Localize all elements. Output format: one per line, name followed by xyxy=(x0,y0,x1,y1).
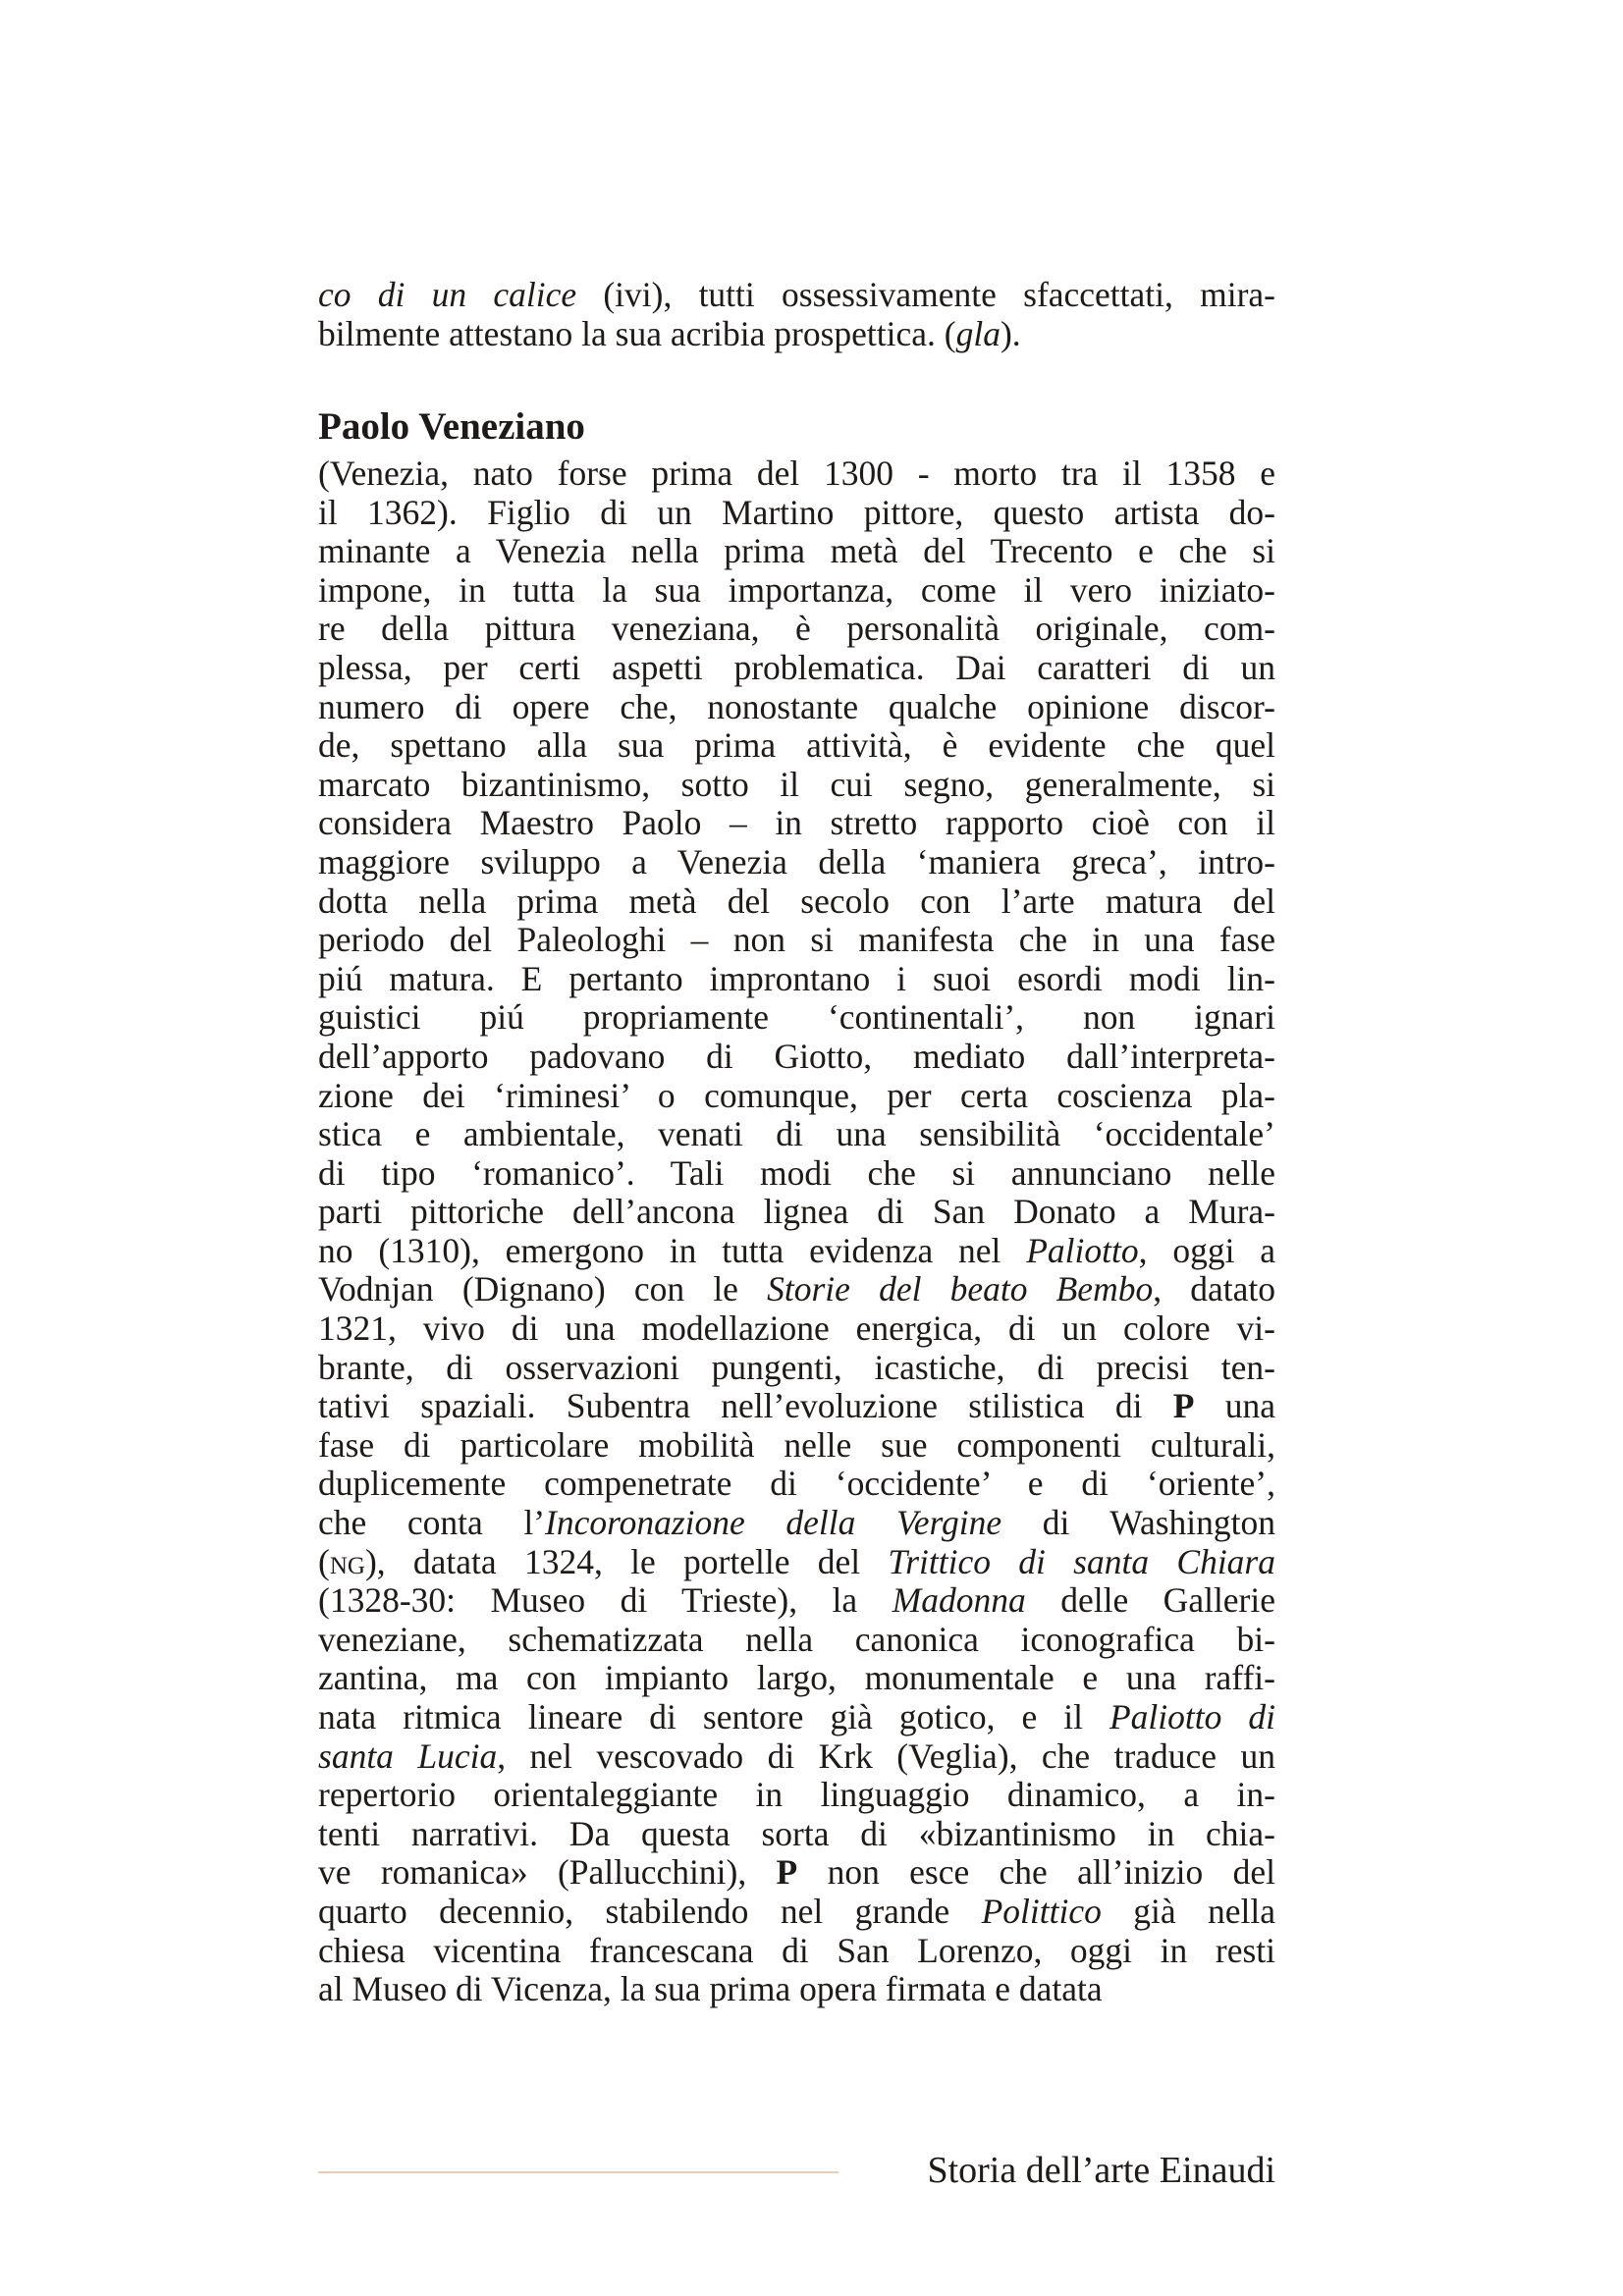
body-line: zantina, ma con impianto largo, monumentale e una raffi- xyxy=(318,1658,1275,1698)
body-line: guistici piú propriamente ‘continentali’, non ignari xyxy=(318,997,1275,1038)
body-line: zione dei ‘riminesi’ o comunque, per certa coscienza pla- xyxy=(318,1075,1275,1115)
body-line: (Venezia, nato forse prima del 1300 - morto tra il 1358 e xyxy=(318,454,1275,493)
body-line: marcato bizantinismo, sotto il cui segno, generalmente, si xyxy=(318,764,1275,804)
intro-line: co di un calice (ivi), tutti ossessivamente sfaccettati, mira- xyxy=(318,275,1275,314)
footer-publisher: Storia dell’arte Einaudi xyxy=(927,2150,1275,2191)
body-line: che conta l’Incoronazione della Vergine di Washington xyxy=(318,1503,1275,1543)
body-line: maggiore sviluppo a Venezia della ‘maniera greca’, intro- xyxy=(318,841,1275,881)
body-line: nata ritmica lineare di sentore già gotico, e il Paliotto di xyxy=(318,1697,1276,1736)
entry-body xyxy=(318,454,1275,2009)
body-line: impone, in tutta la sua importanza, come il vero iniziato- xyxy=(318,569,1275,610)
entry-title: Paolo Veneziano xyxy=(318,405,585,448)
footer-rule xyxy=(318,2171,839,2173)
intro-line: bilmente attestano la sua acribia prospettica. (gla). xyxy=(318,314,1021,353)
body-line: brante, di osservazioni pungenti, icastiche, di precisi ten- xyxy=(318,1347,1275,1387)
body-line: considera Maestro Paolo – in stretto rapporto cioè con il xyxy=(318,803,1275,843)
body-line: quarto decennio, stabilendo nel grande Polittico già nella xyxy=(318,1891,1276,1931)
body-line: de, spettano alla sua prima attività, è evidente che quel xyxy=(318,725,1275,766)
body-line: (ng), datata 1324, le portelle del Trittico di santa Chiara xyxy=(318,1541,1275,1581)
body-line: ve romanica» (Pallucchini), P non esce che all’inizio del xyxy=(318,1852,1275,1893)
body-line: parti pittoriche dell’ancona lignea di San Donato a Mura- xyxy=(318,1192,1275,1232)
body-line: di tipo ‘romanico’. Tali modi che si annunciano nelle xyxy=(318,1152,1275,1193)
body-line: tenti narrativi. Da questa sorta di «bizantinismo in chia- xyxy=(318,1813,1275,1853)
body-line: veneziane, schematizzata nella canonica iconografica bi- xyxy=(318,1619,1275,1659)
body-line: chiesa vicentina francescana di San Lorenzo, oggi in resti xyxy=(318,1930,1275,1970)
body-line: al Museo di Vicenza, la sua prima opera firmata e datata xyxy=(318,1969,1103,2009)
body-line: duplicemente compenetrate di ‘occidente’ e di ‘oriente’, xyxy=(318,1464,1275,1504)
body-line: numero di opere che, nonostante qualche opinione discor- xyxy=(318,686,1275,726)
body-line: periodo del Paleologhi – non si manifesta che in una fase xyxy=(318,920,1275,960)
body-line: dell’apporto padovano di Giotto, mediato dall’interpreta- xyxy=(318,1036,1275,1076)
body-line: plessa, per certi aspetti problematica. Dai caratteri di un xyxy=(318,647,1275,687)
body-line: tativi spaziali. Subentra nell’evoluzione stilistica di P una xyxy=(318,1386,1275,1426)
body-line: stica e ambientale, venati di una sensibilità ‘occidentale’ xyxy=(318,1114,1275,1154)
body-line: fase di particolare mobilità nelle sue componenti culturali, xyxy=(318,1424,1275,1465)
body-line: repertorio orientaleggiante in linguaggio dinamico, a in- xyxy=(318,1775,1275,1815)
body-line: no (1310), emergono in tutta evidenza nel Paliotto, oggi a xyxy=(318,1230,1275,1270)
body-line: (1328-30: Museo di Trieste), la Madonna delle Gallerie xyxy=(318,1580,1276,1621)
body-line: piú matura. E pertanto improntano i suoi esordi modi lin- xyxy=(318,958,1275,998)
body-line: il 1362). Figlio di un Martino pittore, questo artista do- xyxy=(318,492,1275,532)
body-line: dotta nella prima metà del secolo con l’arte matura del xyxy=(318,881,1275,921)
body-line: santa Lucia, nel vescovado di Krk (Veglia), che traduce un xyxy=(318,1735,1275,1776)
body-line: 1321, vivo di una modellazione energica, di un colore vi- xyxy=(318,1308,1275,1349)
body-line: minante a Venezia nella prima metà del Trecento e che si xyxy=(318,531,1275,571)
body-line: re della pittura veneziana, è personalità originale, com- xyxy=(318,609,1275,649)
intro-paragraph xyxy=(318,275,1275,353)
body-line: Vodnjan (Dignano) con le Storie del beato Bembo, datato xyxy=(318,1269,1275,1309)
